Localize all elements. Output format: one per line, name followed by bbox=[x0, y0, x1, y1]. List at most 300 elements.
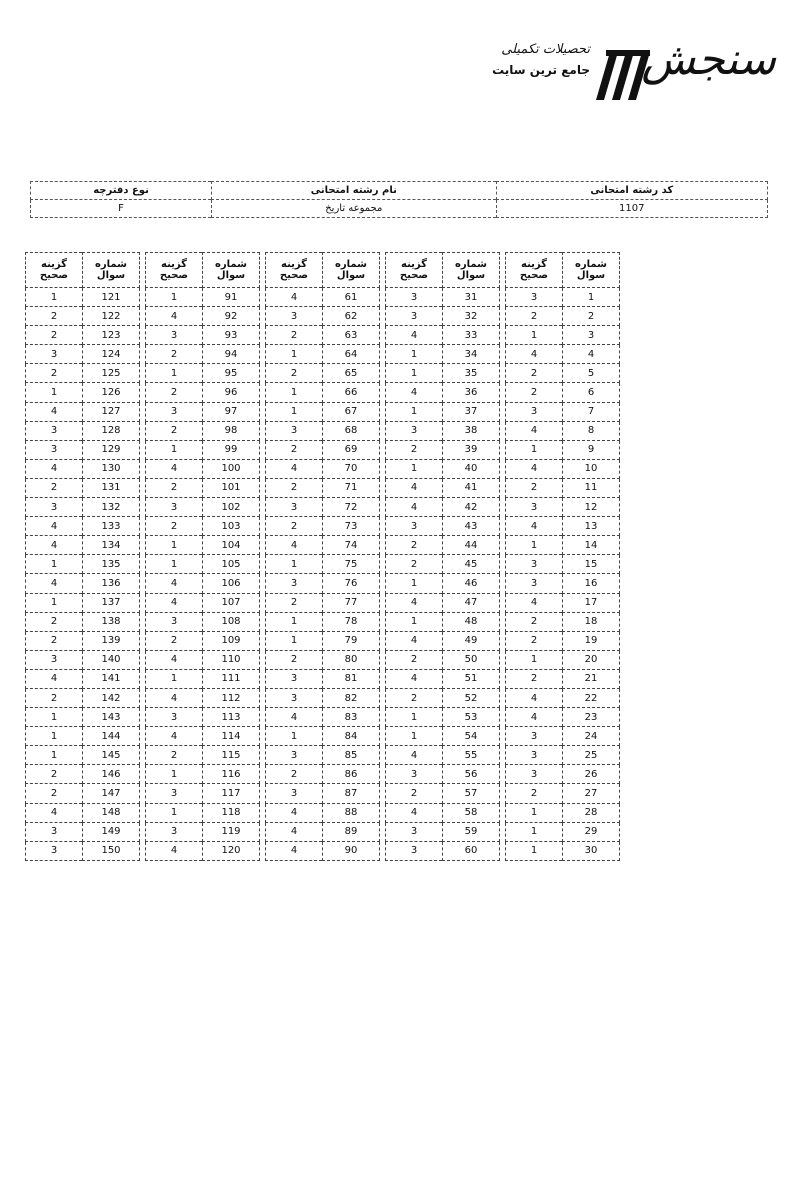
correct-option: 2 bbox=[266, 326, 323, 345]
answer-row bbox=[386, 631, 500, 650]
answer-row bbox=[506, 593, 620, 612]
answer-row bbox=[386, 708, 500, 727]
correct-option-header: گزینه صحیح bbox=[146, 253, 203, 288]
exam-code-value: 1107 bbox=[496, 200, 768, 218]
answer-row bbox=[506, 746, 620, 765]
correct-option: 3 bbox=[146, 784, 203, 803]
correct-option: 1 bbox=[146, 555, 203, 574]
logo-wordmark: سنجش bbox=[641, 34, 776, 85]
answer-row bbox=[26, 574, 140, 593]
question-number: 78 bbox=[323, 612, 380, 631]
correct-option: 4 bbox=[26, 402, 83, 421]
answer-row bbox=[506, 498, 620, 517]
correct-option: 2 bbox=[26, 631, 83, 650]
correct-option: 3 bbox=[386, 822, 443, 841]
answer-row bbox=[26, 841, 140, 860]
answer-row bbox=[266, 498, 380, 517]
answer-row bbox=[266, 421, 380, 440]
answer-row bbox=[386, 822, 500, 841]
answer-row bbox=[266, 803, 380, 822]
question-number: 110 bbox=[203, 650, 260, 669]
question-number: 35 bbox=[443, 364, 500, 383]
question-number: 147 bbox=[83, 784, 140, 803]
question-number: 121 bbox=[83, 288, 140, 307]
question-number: 137 bbox=[83, 593, 140, 612]
correct-option: 1 bbox=[146, 364, 203, 383]
correct-option: 1 bbox=[146, 288, 203, 307]
correct-option: 3 bbox=[266, 421, 323, 440]
question-number: 118 bbox=[203, 803, 260, 822]
question-number: 129 bbox=[83, 440, 140, 459]
correct-option: 2 bbox=[506, 612, 563, 631]
answer-block bbox=[25, 252, 140, 861]
answer-row bbox=[386, 421, 500, 440]
question-number: 52 bbox=[443, 688, 500, 707]
exam-name-header: نام رشته امتحانی bbox=[212, 182, 496, 200]
question-number: 143 bbox=[83, 708, 140, 727]
answer-row bbox=[506, 574, 620, 593]
correct-option: 1 bbox=[266, 402, 323, 421]
correct-option: 1 bbox=[386, 364, 443, 383]
correct-option: 1 bbox=[506, 536, 563, 555]
answer-row bbox=[386, 440, 500, 459]
question-number: 19 bbox=[563, 631, 620, 650]
correct-option: 1 bbox=[506, 440, 563, 459]
question-number: 141 bbox=[83, 669, 140, 688]
correct-option: 1 bbox=[506, 803, 563, 822]
answer-row bbox=[146, 631, 260, 650]
answer-block-header bbox=[146, 253, 260, 288]
question-number: 29 bbox=[563, 822, 620, 841]
question-number: 70 bbox=[323, 459, 380, 478]
correct-option: 1 bbox=[386, 574, 443, 593]
correct-option: 1 bbox=[26, 708, 83, 727]
answer-row bbox=[266, 402, 380, 421]
answer-row bbox=[146, 536, 260, 555]
answer-row bbox=[146, 650, 260, 669]
question-number: 82 bbox=[323, 688, 380, 707]
correct-option: 4 bbox=[506, 708, 563, 727]
correct-option: 4 bbox=[146, 307, 203, 326]
answer-row bbox=[386, 345, 500, 364]
correct-option: 1 bbox=[26, 383, 83, 402]
correct-option: 3 bbox=[266, 688, 323, 707]
question-number: 125 bbox=[83, 364, 140, 383]
answer-row bbox=[386, 612, 500, 631]
correct-option: 2 bbox=[26, 784, 83, 803]
correct-option: 4 bbox=[146, 727, 203, 746]
correct-option: 1 bbox=[146, 669, 203, 688]
question-number: 30 bbox=[563, 841, 620, 860]
correct-option: 1 bbox=[266, 727, 323, 746]
question-number: 99 bbox=[203, 440, 260, 459]
correct-option: 3 bbox=[506, 574, 563, 593]
correct-option: 4 bbox=[506, 517, 563, 536]
answer-row bbox=[386, 478, 500, 497]
correct-option: 4 bbox=[506, 688, 563, 707]
answer-row bbox=[506, 765, 620, 784]
question-number: 24 bbox=[563, 727, 620, 746]
answer-row bbox=[266, 841, 380, 860]
question-number: 98 bbox=[203, 421, 260, 440]
answer-row bbox=[26, 326, 140, 345]
correct-option: 2 bbox=[506, 784, 563, 803]
answer-row bbox=[266, 593, 380, 612]
answer-row bbox=[386, 555, 500, 574]
answer-row bbox=[26, 784, 140, 803]
question-number: 63 bbox=[323, 326, 380, 345]
answer-row bbox=[146, 574, 260, 593]
question-number: 112 bbox=[203, 688, 260, 707]
correct-option: 3 bbox=[506, 727, 563, 746]
answer-row bbox=[26, 536, 140, 555]
answer-row bbox=[386, 650, 500, 669]
answer-row bbox=[146, 326, 260, 345]
correct-option: 3 bbox=[266, 498, 323, 517]
correct-option: 1 bbox=[386, 612, 443, 631]
answer-row bbox=[266, 383, 380, 402]
answer-row bbox=[266, 440, 380, 459]
answer-row bbox=[506, 402, 620, 421]
question-number-header: شماره سوال bbox=[323, 253, 380, 288]
answer-row bbox=[266, 326, 380, 345]
correct-option: 3 bbox=[266, 574, 323, 593]
correct-option: 4 bbox=[506, 421, 563, 440]
question-number: 93 bbox=[203, 326, 260, 345]
answer-block bbox=[385, 252, 500, 861]
answer-row bbox=[266, 669, 380, 688]
correct-option: 2 bbox=[26, 612, 83, 631]
question-number: 122 bbox=[83, 307, 140, 326]
answer-row bbox=[386, 307, 500, 326]
question-number: 89 bbox=[323, 822, 380, 841]
question-number: 5 bbox=[563, 364, 620, 383]
question-number: 53 bbox=[443, 708, 500, 727]
correct-option: 3 bbox=[26, 421, 83, 440]
correct-option: 2 bbox=[146, 383, 203, 402]
question-number: 76 bbox=[323, 574, 380, 593]
question-number: 44 bbox=[443, 536, 500, 555]
exam-info-table bbox=[30, 181, 768, 218]
answer-row bbox=[26, 402, 140, 421]
answer-row bbox=[386, 498, 500, 517]
answer-row bbox=[146, 841, 260, 860]
question-number: 107 bbox=[203, 593, 260, 612]
question-number: 87 bbox=[323, 784, 380, 803]
answer-row bbox=[266, 765, 380, 784]
correct-option: 1 bbox=[386, 727, 443, 746]
correct-option: 3 bbox=[386, 307, 443, 326]
answer-row bbox=[506, 822, 620, 841]
answer-row bbox=[26, 288, 140, 307]
correct-option: 1 bbox=[146, 440, 203, 459]
correct-option: 3 bbox=[266, 669, 323, 688]
correct-option: 2 bbox=[266, 364, 323, 383]
correct-option: 4 bbox=[26, 803, 83, 822]
answer-row bbox=[266, 822, 380, 841]
question-number: 115 bbox=[203, 746, 260, 765]
question-number: 33 bbox=[443, 326, 500, 345]
question-number: 1 bbox=[563, 288, 620, 307]
answer-row bbox=[506, 803, 620, 822]
answer-row bbox=[266, 727, 380, 746]
answer-row bbox=[26, 650, 140, 669]
correct-option: 2 bbox=[386, 536, 443, 555]
question-number: 79 bbox=[323, 631, 380, 650]
question-number: 42 bbox=[443, 498, 500, 517]
booklet-type-header: نوع دفترچه bbox=[31, 182, 212, 200]
correct-option: 2 bbox=[266, 440, 323, 459]
answer-row bbox=[386, 536, 500, 555]
correct-option: 2 bbox=[146, 345, 203, 364]
question-number: 57 bbox=[443, 784, 500, 803]
question-number: 139 bbox=[83, 631, 140, 650]
answer-row bbox=[266, 364, 380, 383]
answer-row bbox=[146, 784, 260, 803]
correct-option: 3 bbox=[386, 517, 443, 536]
correct-option: 3 bbox=[506, 498, 563, 517]
answer-row bbox=[146, 459, 260, 478]
correct-option: 1 bbox=[26, 593, 83, 612]
correct-option: 4 bbox=[386, 383, 443, 402]
answer-row bbox=[506, 288, 620, 307]
question-number: 75 bbox=[323, 555, 380, 574]
answer-row bbox=[26, 765, 140, 784]
correct-option: 4 bbox=[266, 536, 323, 555]
correct-option: 4 bbox=[266, 459, 323, 478]
question-number: 31 bbox=[443, 288, 500, 307]
question-number: 150 bbox=[83, 841, 140, 860]
answer-row bbox=[386, 383, 500, 402]
question-number: 108 bbox=[203, 612, 260, 631]
correct-option: 2 bbox=[26, 326, 83, 345]
answer-row bbox=[146, 421, 260, 440]
answer-row bbox=[386, 784, 500, 803]
correct-option: 1 bbox=[506, 326, 563, 345]
correct-option: 2 bbox=[506, 478, 563, 497]
correct-option: 4 bbox=[506, 345, 563, 364]
question-number: 14 bbox=[563, 536, 620, 555]
correct-option: 1 bbox=[506, 650, 563, 669]
site-logo bbox=[480, 28, 780, 108]
answer-row bbox=[506, 307, 620, 326]
question-number: 67 bbox=[323, 402, 380, 421]
question-number: 132 bbox=[83, 498, 140, 517]
correct-option: 2 bbox=[386, 555, 443, 574]
question-number: 4 bbox=[563, 345, 620, 364]
answer-row bbox=[26, 593, 140, 612]
question-number: 18 bbox=[563, 612, 620, 631]
correct-option: 2 bbox=[386, 688, 443, 707]
answer-row bbox=[386, 593, 500, 612]
answer-row bbox=[26, 383, 140, 402]
correct-option: 4 bbox=[266, 841, 323, 860]
answer-row bbox=[506, 364, 620, 383]
correct-option: 3 bbox=[386, 841, 443, 860]
correct-option: 1 bbox=[386, 402, 443, 421]
question-number: 116 bbox=[203, 765, 260, 784]
correct-option: 1 bbox=[26, 727, 83, 746]
answer-block bbox=[145, 252, 260, 861]
answer-row bbox=[266, 288, 380, 307]
correct-option: 3 bbox=[506, 555, 563, 574]
correct-option: 4 bbox=[266, 708, 323, 727]
correct-option: 1 bbox=[386, 345, 443, 364]
question-number: 59 bbox=[443, 822, 500, 841]
question-number: 92 bbox=[203, 307, 260, 326]
correct-option: 4 bbox=[146, 688, 203, 707]
answer-row bbox=[266, 536, 380, 555]
answer-row bbox=[506, 650, 620, 669]
correct-option: 1 bbox=[266, 631, 323, 650]
question-number: 120 bbox=[203, 841, 260, 860]
correct-option: 4 bbox=[26, 517, 83, 536]
correct-option: 4 bbox=[26, 574, 83, 593]
answer-row bbox=[266, 612, 380, 631]
correct-option: 2 bbox=[266, 593, 323, 612]
question-number: 144 bbox=[83, 727, 140, 746]
question-number: 54 bbox=[443, 727, 500, 746]
question-number: 62 bbox=[323, 307, 380, 326]
question-number: 101 bbox=[203, 478, 260, 497]
answer-row bbox=[146, 440, 260, 459]
question-number: 66 bbox=[323, 383, 380, 402]
answer-row bbox=[26, 803, 140, 822]
question-number: 45 bbox=[443, 555, 500, 574]
answer-row bbox=[266, 784, 380, 803]
question-number: 48 bbox=[443, 612, 500, 631]
correct-option-header: گزینه صحیح bbox=[26, 253, 83, 288]
question-number: 38 bbox=[443, 421, 500, 440]
correct-option: 2 bbox=[506, 669, 563, 688]
answer-row bbox=[266, 478, 380, 497]
question-number: 80 bbox=[323, 650, 380, 669]
answer-row bbox=[506, 669, 620, 688]
answer-row bbox=[266, 307, 380, 326]
question-number: 8 bbox=[563, 421, 620, 440]
answer-row bbox=[146, 822, 260, 841]
answer-row bbox=[386, 574, 500, 593]
correct-option: 2 bbox=[146, 746, 203, 765]
question-number: 49 bbox=[443, 631, 500, 650]
question-number: 84 bbox=[323, 727, 380, 746]
answer-row bbox=[506, 784, 620, 803]
correct-option: 3 bbox=[26, 841, 83, 860]
question-number: 36 bbox=[443, 383, 500, 402]
answer-row bbox=[386, 746, 500, 765]
correct-option: 2 bbox=[266, 478, 323, 497]
answer-row bbox=[506, 536, 620, 555]
answer-row bbox=[506, 727, 620, 746]
answer-row bbox=[506, 459, 620, 478]
answer-row bbox=[26, 440, 140, 459]
correct-option: 4 bbox=[146, 593, 203, 612]
question-number: 3 bbox=[563, 326, 620, 345]
question-number: 90 bbox=[323, 841, 380, 860]
answer-row bbox=[146, 803, 260, 822]
question-number: 7 bbox=[563, 402, 620, 421]
question-number: 81 bbox=[323, 669, 380, 688]
question-number: 102 bbox=[203, 498, 260, 517]
question-number: 105 bbox=[203, 555, 260, 574]
correct-option: 3 bbox=[506, 765, 563, 784]
answer-row bbox=[386, 803, 500, 822]
question-number: 140 bbox=[83, 650, 140, 669]
question-number: 64 bbox=[323, 345, 380, 364]
correct-option: 4 bbox=[146, 459, 203, 478]
answer-row bbox=[146, 708, 260, 727]
answer-block-header bbox=[26, 253, 140, 288]
question-number: 34 bbox=[443, 345, 500, 364]
correct-option: 2 bbox=[146, 631, 203, 650]
question-number: 22 bbox=[563, 688, 620, 707]
answer-row bbox=[266, 688, 380, 707]
correct-option: 3 bbox=[506, 402, 563, 421]
answer-row bbox=[26, 708, 140, 727]
question-number: 11 bbox=[563, 478, 620, 497]
answer-row bbox=[506, 326, 620, 345]
answer-row bbox=[506, 708, 620, 727]
logo-tagline: جامع ترین سایت bbox=[492, 63, 590, 77]
correct-option-header: گزینه صحیح bbox=[506, 253, 563, 288]
question-number: 142 bbox=[83, 688, 140, 707]
question-number: 97 bbox=[203, 402, 260, 421]
question-number: 127 bbox=[83, 402, 140, 421]
correct-option: 4 bbox=[386, 593, 443, 612]
correct-option: 4 bbox=[386, 669, 443, 688]
correct-option: 1 bbox=[386, 708, 443, 727]
question-number: 20 bbox=[563, 650, 620, 669]
question-number: 138 bbox=[83, 612, 140, 631]
correct-option: 3 bbox=[266, 746, 323, 765]
correct-option: 2 bbox=[26, 765, 83, 784]
correct-option: 2 bbox=[26, 364, 83, 383]
answer-block-header bbox=[266, 253, 380, 288]
answer-row bbox=[146, 688, 260, 707]
correct-option: 3 bbox=[146, 708, 203, 727]
question-number: 104 bbox=[203, 536, 260, 555]
question-number: 91 bbox=[203, 288, 260, 307]
question-number-header: شماره سوال bbox=[563, 253, 620, 288]
question-number: 111 bbox=[203, 669, 260, 688]
correct-option: 3 bbox=[386, 288, 443, 307]
question-number: 6 bbox=[563, 383, 620, 402]
question-number: 27 bbox=[563, 784, 620, 803]
answer-row bbox=[26, 307, 140, 326]
question-number: 37 bbox=[443, 402, 500, 421]
answer-row bbox=[26, 478, 140, 497]
correct-option: 2 bbox=[146, 421, 203, 440]
question-number: 130 bbox=[83, 459, 140, 478]
correct-option: 2 bbox=[146, 478, 203, 497]
correct-option: 2 bbox=[506, 631, 563, 650]
answer-row bbox=[26, 517, 140, 536]
answer-row bbox=[146, 383, 260, 402]
answer-row bbox=[386, 765, 500, 784]
correct-option: 3 bbox=[146, 402, 203, 421]
exam-code-header: کد رشته امتحانی bbox=[496, 182, 768, 200]
answer-row bbox=[386, 669, 500, 688]
correct-option: 2 bbox=[26, 478, 83, 497]
answer-row bbox=[146, 402, 260, 421]
correct-option: 3 bbox=[26, 440, 83, 459]
correct-option: 1 bbox=[266, 383, 323, 402]
question-number: 43 bbox=[443, 517, 500, 536]
exam-name-value: مجموعه تاریخ bbox=[212, 200, 496, 218]
question-number: 113 bbox=[203, 708, 260, 727]
correct-option: 3 bbox=[506, 746, 563, 765]
question-number: 46 bbox=[443, 574, 500, 593]
